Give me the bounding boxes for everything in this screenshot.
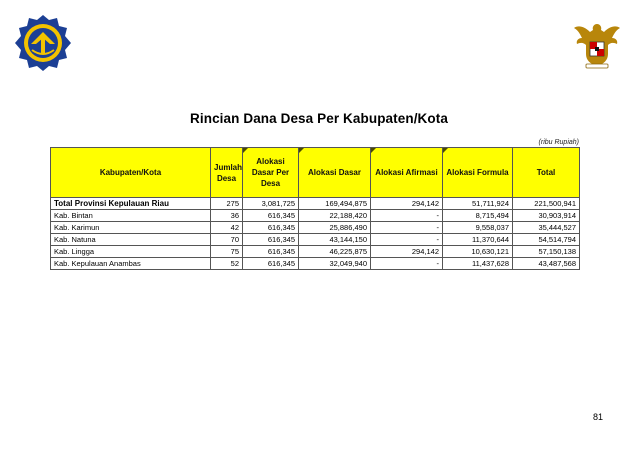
col-header-alokasi-dasar: Alokasi Dasar	[299, 148, 371, 198]
col-header-jumlah-desa: Jumlah Desa	[211, 148, 243, 198]
table-cell: Kab. Natuna	[51, 234, 211, 246]
table-cell: Kab. Lingga	[51, 246, 211, 258]
table-cell: Kab. Karimun	[51, 222, 211, 234]
kemenkeu-emblem-icon	[14, 14, 72, 72]
table-cell: -	[371, 234, 443, 246]
table-row-total	[51, 198, 580, 210]
table-cell: -	[371, 258, 443, 270]
table-cell: 54,514,794	[513, 234, 580, 246]
table-cell: 30,903,914	[513, 210, 580, 222]
table-cell: 9,558,037	[443, 222, 513, 234]
table-row	[51, 210, 580, 222]
table-cell: -	[371, 222, 443, 234]
col-header-alokasi-dasar-per-desa: Alokasi Dasar Per Desa	[243, 148, 299, 198]
table-cell: 52	[211, 258, 243, 270]
table-cell: Kab. Bintan	[51, 210, 211, 222]
col-header-total: Total	[513, 148, 580, 198]
table-cell: 616,345	[243, 222, 299, 234]
table-cell: 42	[211, 222, 243, 234]
table-cell: 616,345	[243, 258, 299, 270]
table-cell: 3,081,725	[243, 198, 299, 210]
table-cell: 70	[211, 234, 243, 246]
unit-label: (ribu Rupiah)	[538, 139, 579, 146]
table-cell: 22,188,420	[299, 210, 371, 222]
table-row	[51, 222, 580, 234]
page-number: 81	[593, 412, 604, 422]
table-cell: 43,144,150	[299, 234, 371, 246]
table-cell: Kab. Kepulauan Anambas	[51, 258, 211, 270]
table-cell: 25,886,490	[299, 222, 371, 234]
table-cell: 275	[211, 198, 243, 210]
col-header-alokasi-formula: Alokasi Formula	[443, 148, 513, 198]
table-cell: 8,715,494	[443, 210, 513, 222]
page-title: Rincian Dana Desa Per Kabupaten/Kota	[190, 111, 448, 126]
table-cell: 10,630,121	[443, 246, 513, 258]
table-cell: 11,437,628	[443, 258, 513, 270]
table-cell: 11,370,644	[443, 234, 513, 246]
table-cell: 46,225,875	[299, 246, 371, 258]
table-cell: -	[371, 210, 443, 222]
table-cell: 616,345	[243, 234, 299, 246]
table-cell: 221,500,941	[513, 198, 580, 210]
table-row	[51, 258, 580, 270]
table-cell: 169,494,875	[299, 198, 371, 210]
table-cell: 294,142	[371, 246, 443, 258]
table-row	[51, 234, 580, 246]
table-cell: 35,444,527	[513, 222, 580, 234]
garuda-emblem-icon	[572, 18, 622, 70]
table-cell: 43,487,568	[513, 258, 580, 270]
table-cell: 32,049,940	[299, 258, 371, 270]
table-cell: 616,345	[243, 246, 299, 258]
table-cell: 36	[211, 210, 243, 222]
col-header-kabupaten: Kabupaten/Kota	[51, 148, 211, 198]
dana-desa-table	[50, 147, 580, 270]
table-header-row	[51, 148, 580, 198]
table-cell: 294,142	[371, 198, 443, 210]
table-cell: 57,150,138	[513, 246, 580, 258]
table-cell: 75	[211, 246, 243, 258]
table-cell: 616,345	[243, 210, 299, 222]
table-cell: 51,711,924	[443, 198, 513, 210]
table-cell: Total Provinsi Kepulauan Riau	[51, 198, 211, 210]
table-row	[51, 246, 580, 258]
col-header-alokasi-afirmasi: Alokasi Afirmasi	[371, 148, 443, 198]
